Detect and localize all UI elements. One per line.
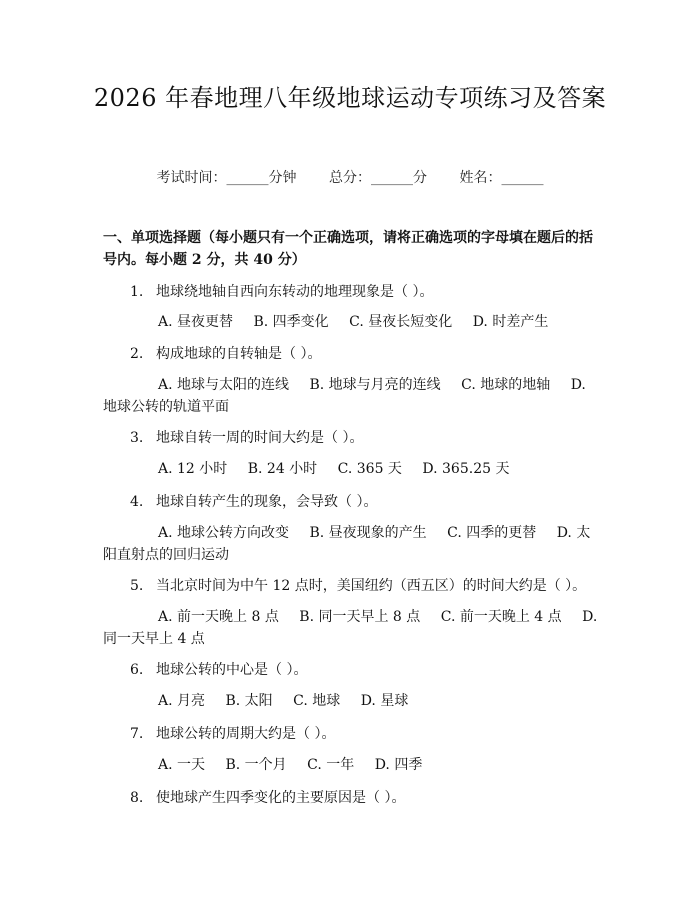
- option-a: A. 一天: [158, 757, 206, 773]
- option-b: B. 地球与月亮的连线: [309, 377, 441, 393]
- question-options: [103, 690, 601, 712]
- question-text: 地球绕地轴自西向东转动的地理现象是（ ）。: [156, 284, 434, 300]
- option-c: C. 昼夜长短变化: [349, 314, 453, 330]
- option-a: A. 12 小时: [158, 461, 228, 477]
- question-text: 使地球产生四季变化的主要原因是（ ）。: [156, 790, 406, 806]
- option-c: C. 地球的地轴: [461, 377, 551, 393]
- question-text: 地球公转的中心是（ ）。: [156, 662, 308, 678]
- question-stem: [103, 427, 603, 449]
- question-stem: [103, 723, 603, 745]
- option-a: A. 前一天晚上 8 点: [158, 609, 279, 625]
- question-options: [103, 754, 601, 776]
- question-number: 2.: [130, 346, 144, 362]
- question-stem: [103, 659, 603, 681]
- page-title: 2026 年春地理八年级地球运动专项练习及答案: [93, 84, 607, 112]
- exam-time-field: 考试时间：______分钟: [156, 170, 297, 186]
- question-options: [103, 374, 601, 418]
- question-stem: [103, 787, 603, 809]
- question-text: 地球自转一周的时间大约是（ ）。: [156, 430, 364, 446]
- option-a: A. 地球公转方向改变: [158, 525, 290, 541]
- option-b: B. 四季变化: [253, 314, 329, 330]
- option-d: D. 地球公转的轨道平面: [103, 377, 586, 415]
- question-number: 6.: [130, 662, 144, 678]
- option-d: D. 365.25 天: [422, 461, 510, 477]
- question-number: 5.: [130, 578, 144, 594]
- question-stem: [103, 343, 603, 365]
- option-b: B. 昼夜现象的产生: [309, 525, 427, 541]
- question-stem: [103, 281, 603, 303]
- option-a: A. 月亮: [158, 693, 206, 709]
- option-c: C. 前一天晚上 4 点: [440, 609, 562, 625]
- total-score-field: 总分：______分: [329, 170, 427, 186]
- question-number: 8.: [130, 790, 144, 806]
- option-d: D. 四季: [374, 757, 423, 773]
- option-d: D. 同一天早上 4 点: [103, 609, 598, 647]
- option-d: D. 时差产生: [472, 314, 549, 330]
- option-b: B. 一个月: [225, 757, 287, 773]
- option-d: D. 太阳直射点的回归运动: [103, 525, 591, 563]
- option-b: B. 24 小时: [247, 461, 318, 477]
- question-text: 地球公转的周期大约是（ ）。: [156, 726, 336, 742]
- option-c: C. 一年: [307, 757, 355, 773]
- question-options: [103, 458, 601, 480]
- question-number: 4.: [130, 494, 144, 510]
- option-b: B. 太阳: [225, 693, 273, 709]
- question-options: [103, 606, 601, 650]
- question-text: 构成地球的自转轴是（ ）。: [156, 346, 322, 362]
- option-c: C. 四季的更替: [447, 525, 537, 541]
- option-b: B. 同一天早上 8 点: [299, 609, 421, 625]
- option-a: A. 昼夜更替: [158, 314, 234, 330]
- question-text: 当北京时间为中午 12 点时，美国纽约（西五区）的时间大约是（ ）。: [156, 578, 587, 594]
- option-a: A. 地球与太阳的连线: [158, 377, 290, 393]
- option-c: C. 地球: [293, 693, 341, 709]
- question-number: 1.: [130, 284, 144, 300]
- exam-meta: [0, 168, 700, 188]
- option-d: D. 星球: [360, 693, 409, 709]
- question-number: 3.: [130, 430, 144, 446]
- question-options: [103, 522, 601, 566]
- section-heading: 一、单项选择题（每小题只有一个正确选项，请将正确选项的字母填在题后的括号内。每小题 2 分，共 40 分）: [103, 230, 593, 268]
- question-options: [103, 311, 601, 333]
- question-stem: [103, 491, 603, 513]
- student-name-field: 姓名：______: [459, 170, 544, 186]
- question-number: 7.: [130, 726, 144, 742]
- question-text: 地球自转产生的现象，会导致（ ）。: [156, 494, 378, 510]
- question-stem: [103, 575, 603, 597]
- option-c: C. 365 天: [337, 461, 402, 477]
